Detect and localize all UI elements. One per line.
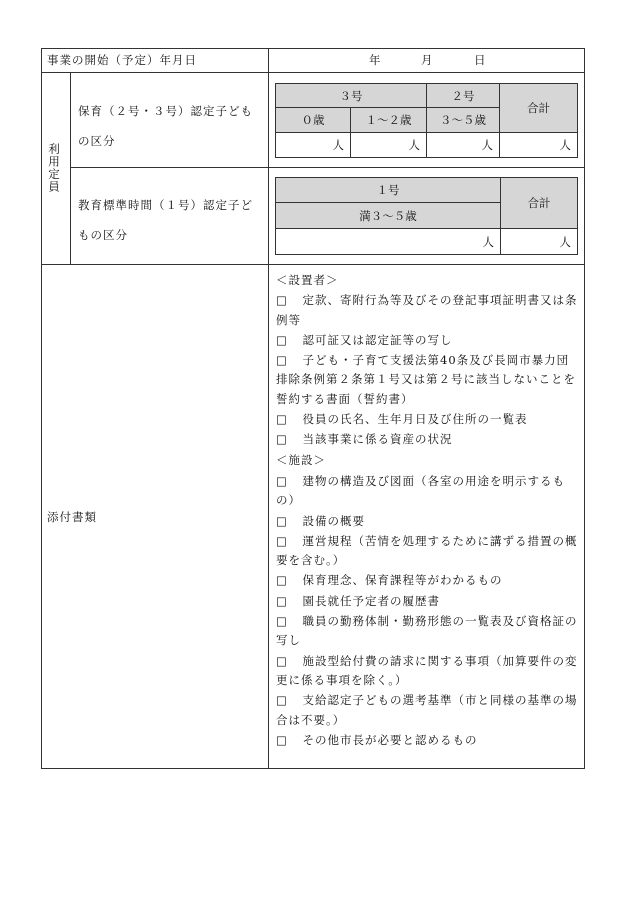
checkbox-icon[interactable]: □ (276, 513, 288, 528)
education-group1-header: １号 (275, 177, 501, 203)
attachment-text: 認可証又は認定証等の写し (302, 332, 453, 347)
usage-capacity-label: 利用定員 (47, 143, 61, 193)
checkbox-icon[interactable]: □ (276, 412, 288, 427)
row1-divider-h (41, 72, 585, 73)
education-age35-count[interactable]: 人 (275, 228, 501, 255)
attachment-item[interactable] (276, 331, 580, 350)
founder-heading: ＜設置者＞ (276, 273, 339, 287)
education-total-header: 合計 (500, 177, 578, 229)
attachment-item[interactable] (276, 652, 580, 691)
attachment-item[interactable] (276, 512, 580, 531)
month-label: 月 (421, 53, 433, 67)
year-label: 年 (369, 53, 381, 67)
nursery-age12-header: １～２歳 (350, 107, 427, 133)
nursery-age12-count[interactable]: 人 (350, 132, 427, 158)
nursery-group2-header: ２号 (426, 83, 500, 108)
education-total-count[interactable]: 人 (500, 228, 578, 255)
attachment-text: 園長就任予定者の履歴書 (302, 593, 440, 608)
checkbox-icon[interactable]: □ (276, 293, 288, 308)
nursery-total-header: 合計 (499, 83, 578, 133)
attachment-text: 支給認定子どもの選考基準（市と同様の基準の場合は不要。） (276, 693, 578, 727)
attachment-text: 建物の構造及び図面（各室の用途を明示するもの） (276, 473, 565, 508)
facility-heading: ＜施設＞ (276, 452, 326, 467)
nursery-group3-header: ３号 (275, 83, 427, 108)
attachment-text: 当該事業に係る資産の状況 (302, 432, 453, 447)
attachment-item[interactable] (276, 472, 580, 511)
attachment-text: その他市長が必要と認めるもの (302, 732, 478, 747)
checkbox-icon[interactable]: □ (276, 614, 288, 629)
attachment-item[interactable] (276, 731, 580, 750)
checkbox-icon[interactable]: □ (276, 473, 288, 488)
row1-divider-v (268, 48, 269, 769)
education-label: 教育標準時間（１号）認定子どもの区分 (78, 198, 253, 242)
attachment-text: 子ども・子育て支援法第40条及び長岡市暴力団排除条例第２条第１号又は第２号に該当しないことを誓約する書面（誓約書） (276, 353, 576, 406)
attachment-item[interactable] (276, 532, 580, 571)
checkbox-icon[interactable]: □ (276, 593, 288, 608)
checkbox-icon[interactable]: □ (276, 332, 288, 347)
day-label: 日 (474, 53, 486, 67)
attachment-item[interactable] (276, 571, 580, 590)
nursery-age35-header: ３～５歳 (426, 107, 500, 133)
attachment-text: 保育理念、保育課程等がわかるもの (302, 573, 503, 588)
checkbox-icon[interactable]: □ (276, 353, 288, 368)
attachments-label: 添付書類 (47, 510, 97, 524)
checkbox-icon[interactable]: □ (276, 693, 288, 708)
attachment-text: 定款、寄附行為等及びその登記事項証明書又は条例等 (276, 293, 578, 327)
nursery-age0-header: ０歳 (275, 107, 351, 133)
attachment-text: 運営規程（苦情を処理するために講ずる措置の概要を含む。） (276, 533, 578, 568)
attachment-item[interactable] (276, 691, 580, 730)
nursery-age0-count[interactable]: 人 (275, 132, 351, 158)
checkbox-icon[interactable]: □ (276, 432, 288, 447)
attachment-text: 役員の氏名、生年月日及び住所の一覧表 (302, 412, 528, 427)
row2-divider-h (70, 167, 585, 168)
education-age35-header: 満３～５歳 (275, 202, 501, 229)
attachment-item[interactable] (276, 612, 580, 651)
attachment-item[interactable] (276, 592, 580, 611)
checkbox-icon[interactable]: □ (276, 732, 288, 747)
usage-column-divider (70, 72, 71, 264)
start-date-label: 事業の開始（予定）年月日 (47, 53, 197, 67)
checkbox-icon[interactable]: □ (276, 573, 288, 588)
nursery-age35-count[interactable]: 人 (426, 132, 500, 158)
attachment-item[interactable] (276, 291, 580, 330)
attachment-item[interactable] (276, 430, 580, 449)
checkbox-icon[interactable]: □ (276, 653, 288, 668)
attachment-text: 職員の勤務体制・勤務形態の一覧表及び資格証の写し (276, 614, 578, 648)
attachments-list (276, 271, 580, 751)
row3-divider-h (41, 264, 585, 265)
attachment-text: 設備の概要 (302, 513, 365, 528)
nursery-label: 保育（２号・３号）認定子どもの区分 (78, 104, 253, 148)
attachment-text: 施設型給付費の請求に関する事項（加算要件の変更に係る事項を除く。） (276, 653, 578, 687)
nursery-total-count[interactable]: 人 (499, 132, 578, 158)
checkbox-icon[interactable]: □ (276, 533, 288, 548)
attachment-item[interactable] (276, 351, 580, 409)
attachment-item[interactable] (276, 410, 580, 429)
